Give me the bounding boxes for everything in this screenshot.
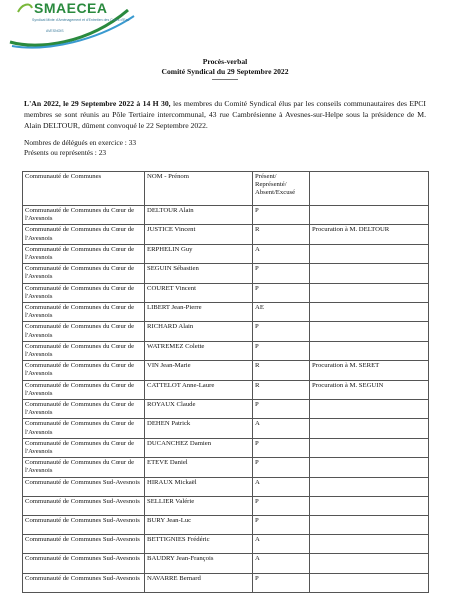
community-cell: Communauté de Communes du Cœur de l'Avesnois	[23, 225, 145, 244]
table-row	[23, 361, 429, 380]
name-cell: ERPHELIN Guy	[145, 244, 253, 263]
note-cell: Procuration à M. SEGUIN	[310, 380, 429, 399]
status-cell: A	[253, 477, 310, 496]
intro-body: les membres du Comité Syndical élus par les conseils communautaires des EPCI membres se sont réunis au Pôle Tertiaire intercommunal, 43 rue Cambrésienne à Avesnes-sur-Helpe sous la présidence de M. Alain DELTOUR, dûment convoqué le 22 Septembre 2022.	[24, 99, 426, 130]
community-cell: Communauté de Communes du Cœur de l'Avesnois	[23, 206, 145, 225]
note-cell: Procuration à M. DELTOUR	[310, 225, 429, 244]
note-cell	[310, 303, 429, 322]
logo-city: AVESNOIS	[46, 29, 64, 33]
header-community: Communauté de Communes	[23, 172, 145, 206]
note-cell	[310, 419, 429, 438]
note-cell	[310, 554, 429, 573]
table-row	[23, 283, 429, 302]
table-row	[23, 380, 429, 399]
community-cell: Communauté de Communes Sud-Avesnois	[23, 573, 145, 592]
status-cell: P	[253, 322, 310, 341]
note-cell	[310, 322, 429, 341]
document-subtitle: Comité Syndical du 29 Septembre 2022	[161, 67, 289, 76]
table-row	[23, 244, 429, 263]
name-cell: RICHARD Alain	[145, 322, 253, 341]
name-cell: SELLIER Valérie	[145, 496, 253, 515]
note-cell	[310, 438, 429, 457]
status-cell: P	[253, 496, 310, 515]
community-cell: Communauté de Communes du Cœur de l'Avesnois	[23, 264, 145, 283]
table-row	[23, 206, 429, 225]
table-row	[23, 225, 429, 244]
table-row	[23, 573, 429, 592]
logo-subtitle: Syndicat Mixte d'Aménagement et d'Entretien des Cours d'Eau	[32, 18, 130, 22]
note-cell	[310, 283, 429, 302]
name-cell: DUCANCHEZ Damien	[145, 438, 253, 457]
community-cell: Communauté de Communes Sud-Avesnois	[23, 496, 145, 515]
name-cell: DELTOUR Alain	[145, 206, 253, 225]
attendance-rows	[23, 206, 429, 593]
table-row	[23, 458, 429, 477]
smaecea-logo	[8, 0, 138, 50]
header-notes	[310, 172, 429, 206]
table-row	[23, 554, 429, 573]
note-cell	[310, 400, 429, 419]
intro-lead: L'An 2022, le 29 Septembre 2022 à 14 H 30,	[24, 99, 171, 108]
status-cell: P	[253, 458, 310, 477]
community-cell: Communauté de Communes du Cœur de l'Avesnois	[23, 438, 145, 457]
status-cell: R	[253, 225, 310, 244]
table-row	[23, 322, 429, 341]
note-cell	[310, 573, 429, 592]
note-cell	[310, 264, 429, 283]
table-row	[23, 303, 429, 322]
status-cell: P	[253, 283, 310, 302]
name-cell: COURET Vincent	[145, 283, 253, 302]
table-row	[23, 264, 429, 283]
logo-title: SMAECEA	[34, 0, 108, 16]
name-cell: BAUDRY Jean-François	[145, 554, 253, 573]
table-row	[23, 496, 429, 515]
community-cell: Communauté de Communes Sud-Avesnois	[23, 535, 145, 554]
name-cell: DEHEN Patrick	[145, 419, 253, 438]
name-cell: LIBERT Jean-Pierre	[145, 303, 253, 322]
community-cell: Communauté de Communes Sud-Avesnois	[23, 516, 145, 535]
title-separator	[212, 79, 238, 80]
status-cell: P	[253, 400, 310, 419]
community-cell: Communauté de Communes du Cœur de l'Avesnois	[23, 322, 145, 341]
status-cell: A	[253, 244, 310, 263]
status-cell: P	[253, 206, 310, 225]
name-cell: WATREMEZ Colette	[145, 341, 253, 360]
attendance-table	[22, 171, 429, 593]
community-cell: Communauté de Communes du Cœur de l'Avesnois	[23, 400, 145, 419]
status-cell: AE	[253, 303, 310, 322]
note-cell	[310, 477, 429, 496]
table-row	[23, 438, 429, 457]
community-cell: Communauté de Communes du Cœur de l'Avesnois	[23, 419, 145, 438]
table-row	[23, 477, 429, 496]
note-cell	[310, 535, 429, 554]
note-cell	[310, 206, 429, 225]
document-title: Procès-verbal	[202, 57, 248, 66]
name-cell: BURY Jean-Luc	[145, 516, 253, 535]
community-cell: Communauté de Communes du Cœur de l'Avesnois	[23, 458, 145, 477]
status-cell: P	[253, 341, 310, 360]
delegates-count: Nombres de délégués en exercice : 33	[24, 138, 137, 147]
community-cell: Communauté de Communes du Cœur de l'Avesnois	[23, 283, 145, 302]
community-cell: Communauté de Communes du Cœur de l'Avesnois	[23, 341, 145, 360]
community-cell: Communauté de Communes du Cœur de l'Avesnois	[23, 303, 145, 322]
community-cell: Communauté de Communes du Cœur de l'Avesnois	[23, 361, 145, 380]
status-cell: A	[253, 419, 310, 438]
status-cell: P	[253, 438, 310, 457]
status-cell: R	[253, 380, 310, 399]
name-cell: HIRAUX Mickaël	[145, 477, 253, 496]
name-cell: ROYAUX Claude	[145, 400, 253, 419]
community-cell: Communauté de Communes Sud-Avesnois	[23, 554, 145, 573]
present-count: Présents ou représentés : 23	[24, 148, 107, 157]
name-cell: ETEVE Daniel	[145, 458, 253, 477]
status-cell: P	[253, 573, 310, 592]
name-cell: BETTIGNIES Frédéric	[145, 535, 253, 554]
header-name: NOM - Prénom	[145, 172, 253, 206]
status-cell: P	[253, 516, 310, 535]
table-row	[23, 400, 429, 419]
name-cell: NAVARRE Bernard	[145, 573, 253, 592]
header-status: Présent/ Représenté/ Absent/Excusé	[253, 172, 310, 206]
note-cell	[310, 341, 429, 360]
intro-paragraph	[24, 98, 426, 131]
note-cell: Procuration à M. SERET	[310, 361, 429, 380]
name-cell: VIN Jean-Marie	[145, 361, 253, 380]
name-cell: SEGUIN Sébastien	[145, 264, 253, 283]
table-header-row	[23, 172, 429, 206]
community-cell: Communauté de Communes du Cœur de l'Avesnois	[23, 244, 145, 263]
table-row	[23, 516, 429, 535]
note-cell	[310, 458, 429, 477]
community-cell: Communauté de Communes du Cœur de l'Avesnois	[23, 380, 145, 399]
status-cell: R	[253, 361, 310, 380]
community-cell: Communauté de Communes Sud-Avesnois	[23, 477, 145, 496]
status-cell: A	[253, 554, 310, 573]
table-row	[23, 341, 429, 360]
note-cell	[310, 496, 429, 515]
name-cell: JUSTICE Vincent	[145, 225, 253, 244]
table-row	[23, 535, 429, 554]
name-cell: CATTELOT Anne-Laure	[145, 380, 253, 399]
status-cell: A	[253, 535, 310, 554]
status-cell: P	[253, 264, 310, 283]
note-cell	[310, 244, 429, 263]
table-row	[23, 419, 429, 438]
note-cell	[310, 516, 429, 535]
